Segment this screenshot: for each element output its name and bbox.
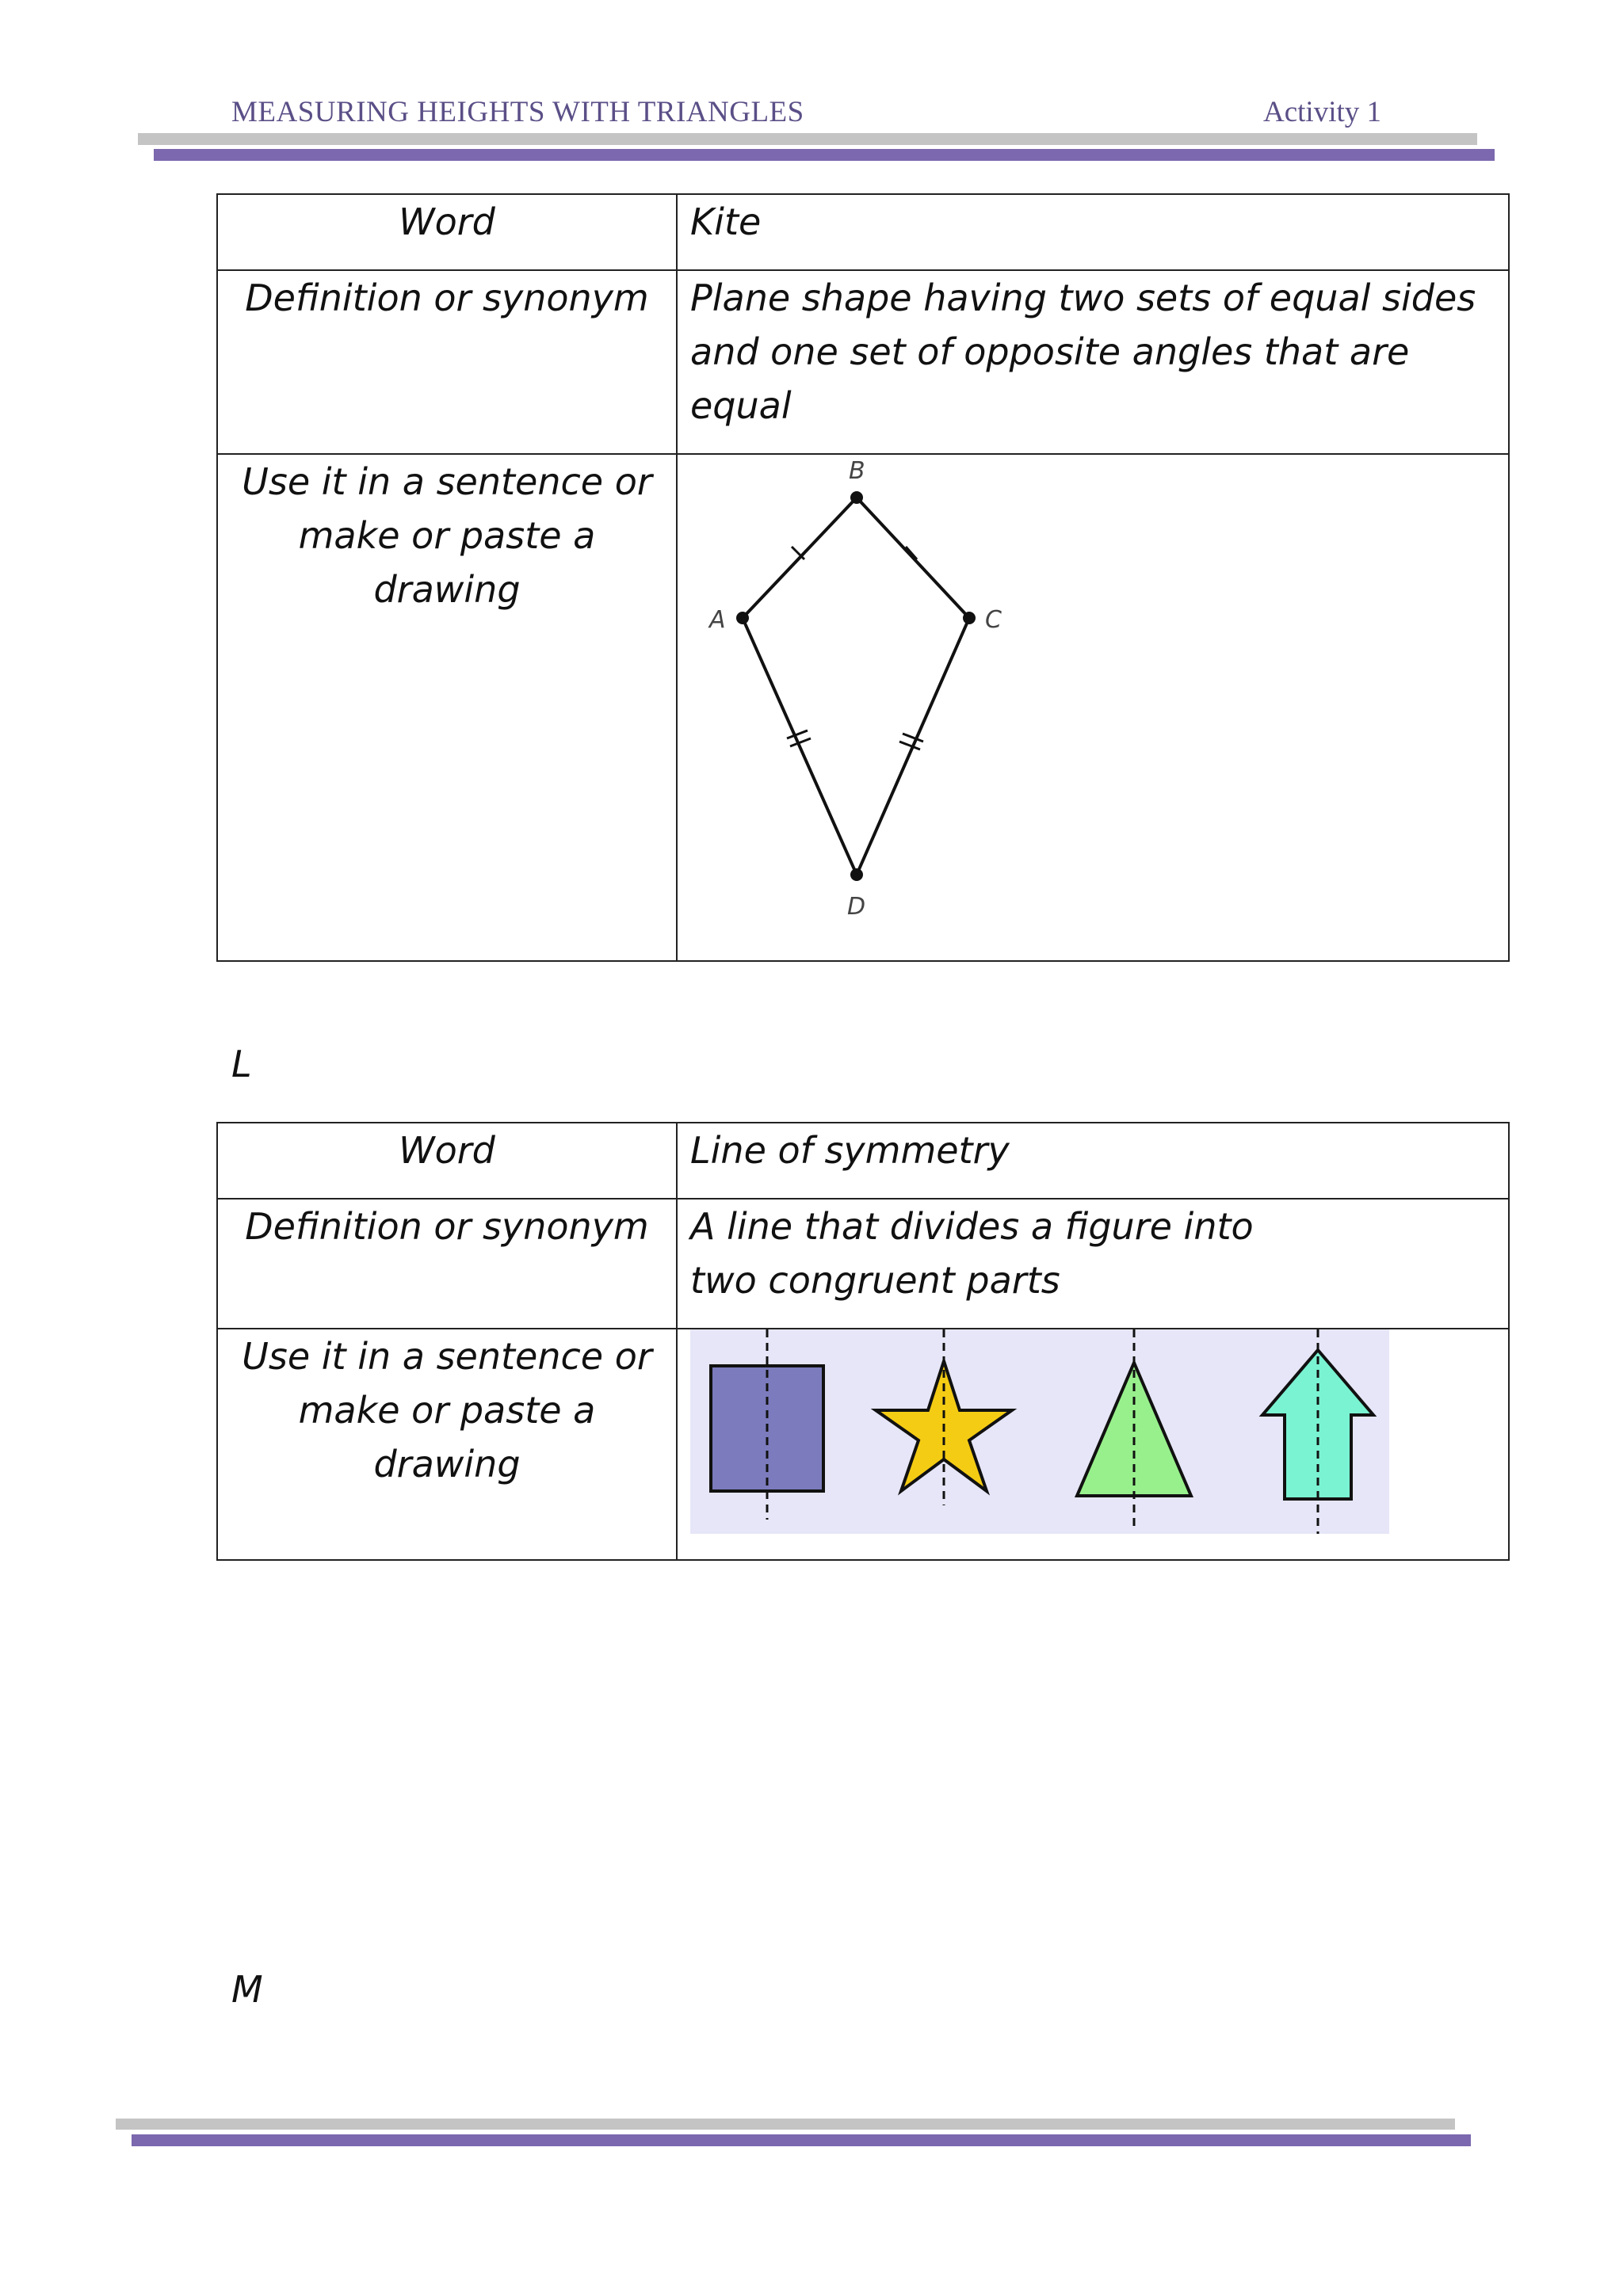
- symmetry-diagram: [690, 1329, 1389, 1534]
- vertex-d-dot: [850, 868, 863, 881]
- definition-label: Definition or synonym: [217, 1199, 677, 1329]
- kite-side-ab: [743, 498, 857, 618]
- word-label: Word: [217, 1123, 677, 1199]
- use-label: Use it in a sentence or make or paste a drawing: [217, 454, 677, 961]
- definition-value: A line that divides a figure into two congruent parts: [677, 1199, 1509, 1329]
- word-value: Kite: [677, 194, 1509, 270]
- kite-diagram: [678, 455, 1074, 946]
- header-title: MEASURING HEIGHTS WITH TRIANGLES: [231, 96, 804, 128]
- kite-side-ad: [743, 618, 857, 875]
- vocab-table-line-of-symmetry: [216, 1122, 1510, 1561]
- vertex-b-dot: [850, 491, 863, 504]
- tick-mark-cd-1: [903, 734, 923, 742]
- vocab-table-kite: [216, 193, 1510, 962]
- use-label: Use it in a sentence or make or paste a drawing: [217, 1329, 677, 1560]
- section-letter-l: L: [231, 1043, 252, 1085]
- kite-side-bc: [857, 498, 969, 618]
- vertex-d-label: D: [847, 893, 866, 921]
- vertex-b-label: B: [849, 457, 865, 485]
- symmetry-drawing-cell: [677, 1329, 1509, 1560]
- header-gray-bar: [138, 133, 1477, 145]
- vertex-a-dot: [736, 612, 749, 624]
- footer-purple-bar: [132, 2134, 1471, 2146]
- definition-value: Plane shape having two sets of equal sides and one set of opposite angles that are equal: [677, 270, 1509, 454]
- header-purple-bar: [154, 149, 1495, 161]
- definition-label: Definition or synonym: [217, 270, 677, 454]
- vertex-c-dot: [963, 612, 976, 624]
- vertex-c-label: C: [985, 606, 1002, 634]
- kite-drawing-cell: [677, 454, 1509, 961]
- footer-gray-bar: [116, 2119, 1455, 2130]
- word-value: Line of symmetry: [677, 1123, 1509, 1199]
- word-label: Word: [217, 194, 677, 270]
- tick-mark-cd-2: [899, 742, 920, 749]
- header-activity: Activity 1: [1263, 96, 1382, 128]
- vertex-a-label: A: [709, 606, 726, 634]
- section-letter-m: M: [231, 1968, 263, 2011]
